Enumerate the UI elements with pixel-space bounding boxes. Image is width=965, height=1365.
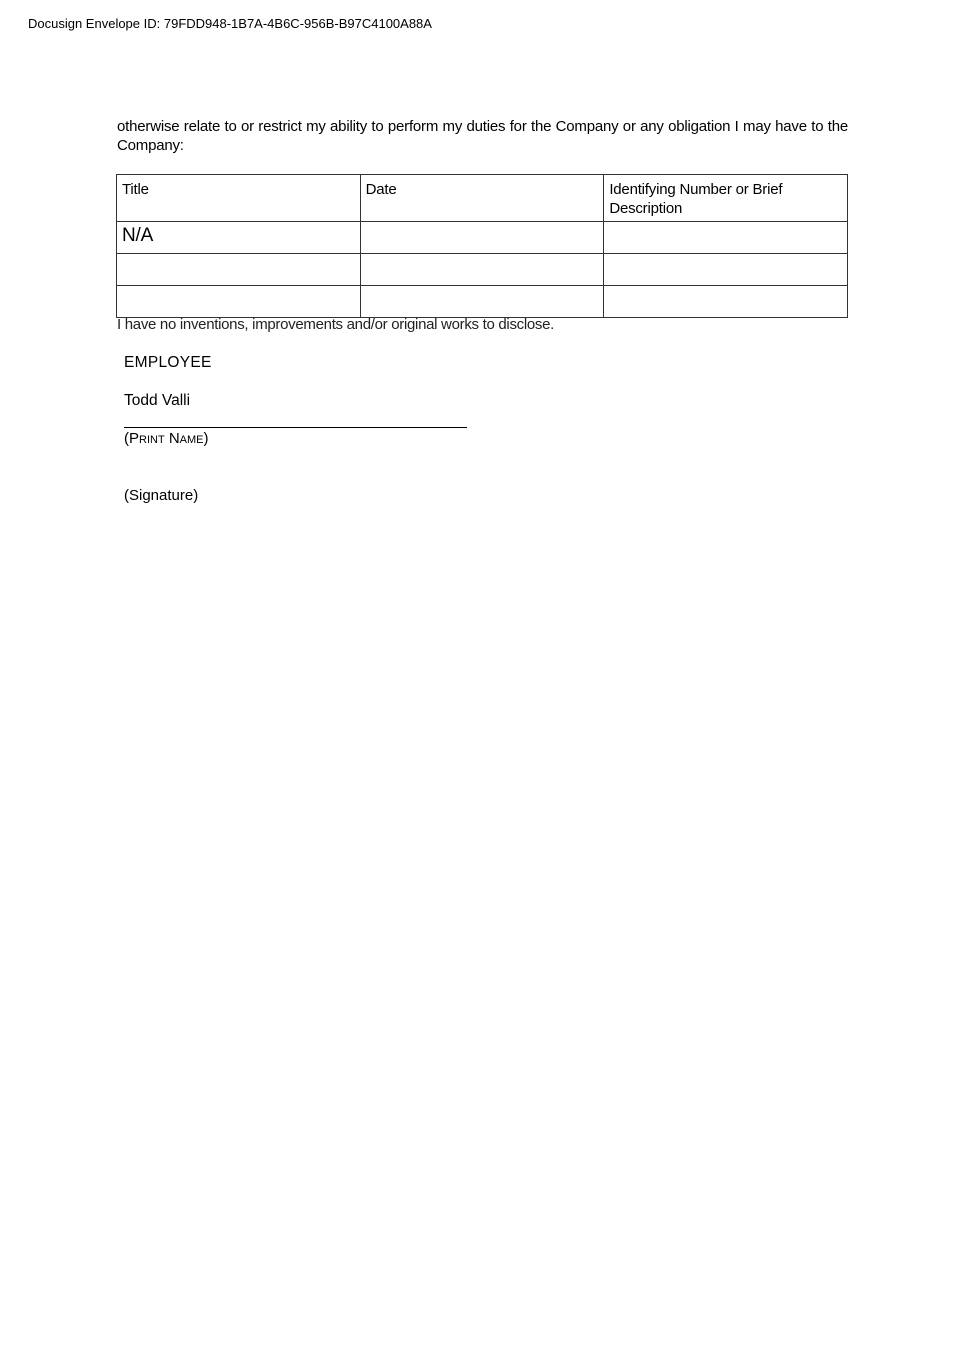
print-name-value: Todd Valli	[124, 392, 191, 409]
header-date: Date	[360, 175, 604, 222]
table-cell	[117, 254, 361, 286]
table-cell	[117, 286, 361, 318]
table-row	[117, 254, 848, 286]
table-cell	[360, 222, 604, 254]
table-cell	[604, 222, 848, 254]
header-title: Title	[117, 175, 361, 222]
table-row	[117, 286, 848, 318]
print-name-label: (Print Name)	[124, 430, 209, 447]
envelope-id: Docusign Envelope ID: 79FDD948-1B7A-4B6C-956B-B97C4100A88A	[28, 16, 432, 31]
intro-paragraph: otherwise relate to or restrict my ability to perform my duties for the Company or any obligation I may have to the Company:	[117, 118, 848, 154]
header-identifying-number: Identifying Number or Brief Description	[604, 175, 848, 222]
table-row	[117, 222, 848, 254]
table-header-row	[117, 175, 848, 222]
table-cell	[604, 254, 848, 286]
print-name-line	[124, 427, 467, 428]
no-inventions-statement: I have no inventions, improvements and/or original works to disclose.	[117, 316, 555, 333]
employee-label: EMPLOYEE	[124, 354, 212, 371]
table-cell	[360, 254, 604, 286]
inventions-table	[116, 174, 848, 318]
table-cell	[604, 286, 848, 318]
signature-label: (Signature)	[124, 487, 199, 504]
table-cell: N/A	[117, 222, 361, 254]
table-cell	[360, 286, 604, 318]
